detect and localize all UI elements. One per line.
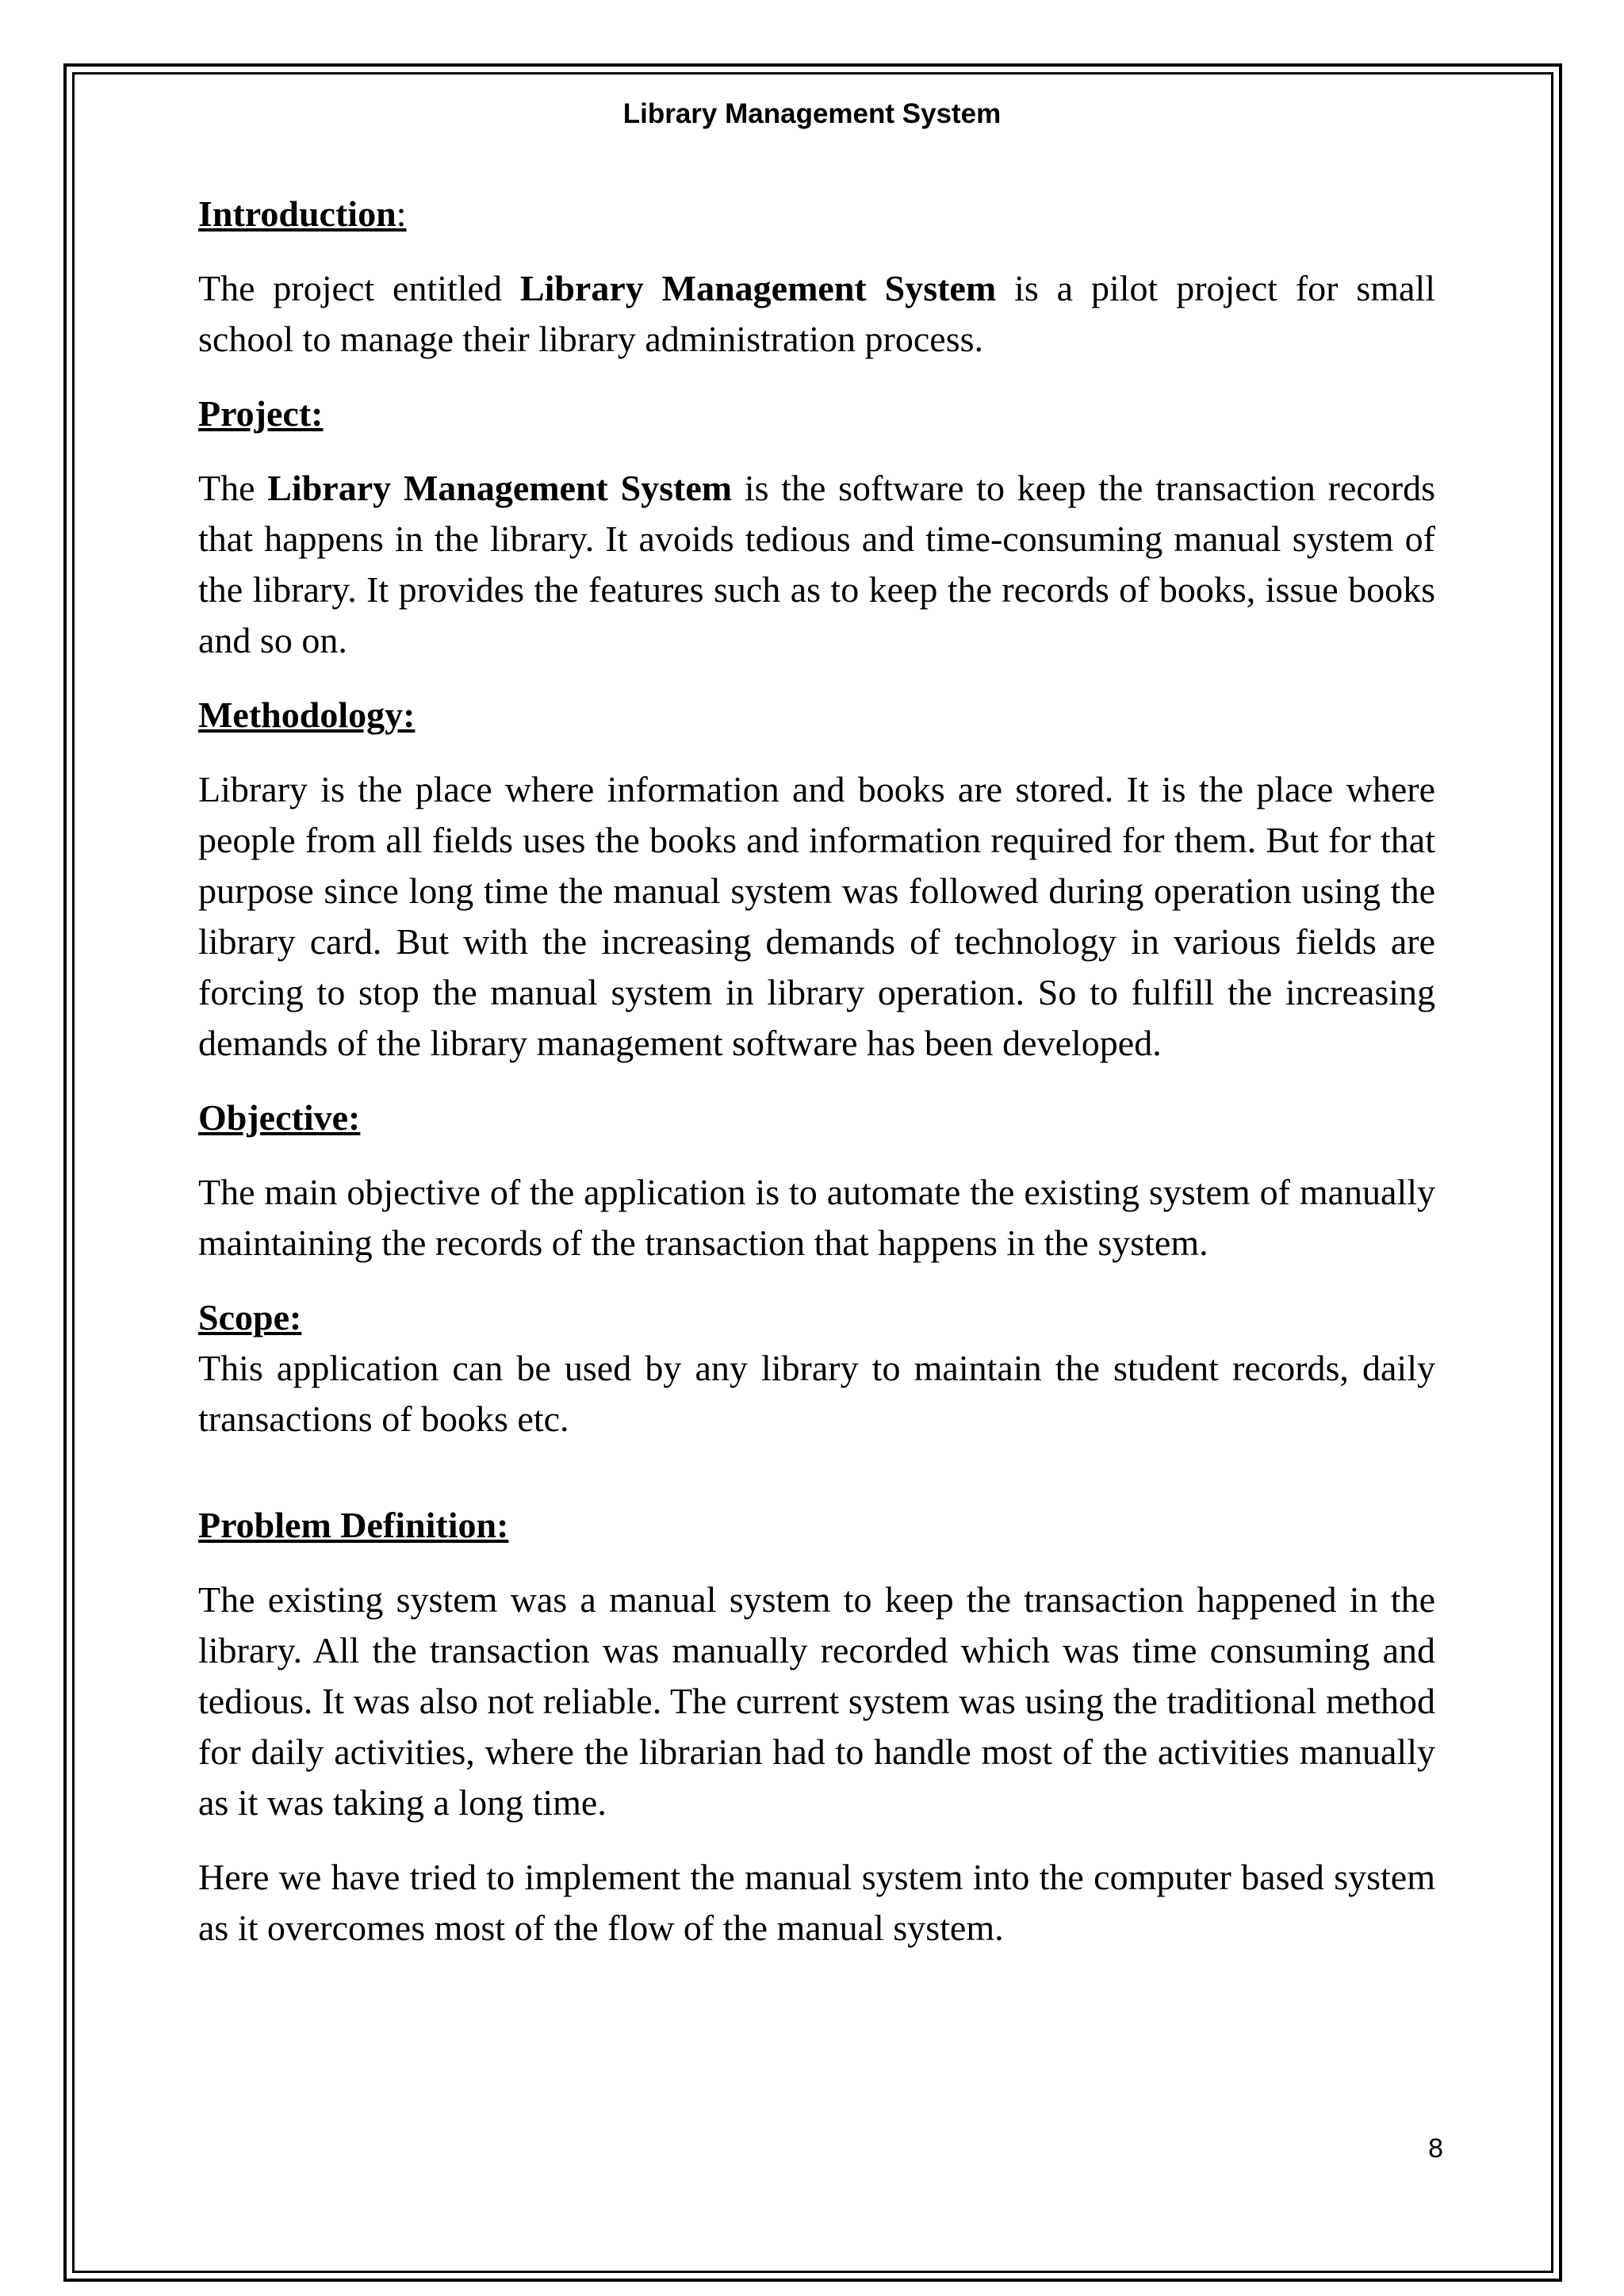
paragraph-scope: This application can be used by any library to maintain the student records, daily transactions of books etc. xyxy=(198,1348,1435,1439)
heading-objective: Objective: xyxy=(198,1097,361,1138)
paragraph-objective: The main objective of the application is to automate the existing system of manually maintaining the records of the transaction that happens in the system. xyxy=(198,1172,1435,1263)
heading-problem-definition: Problem Definition: xyxy=(198,1505,509,1545)
heading-project: Project: xyxy=(198,393,324,434)
page-number: 8 xyxy=(1428,2133,1443,2164)
section-project xyxy=(198,388,1435,666)
paragraph-introduction: The project entitled Library Management System is a pilot project for small school to manage their library administration process. xyxy=(198,268,1436,359)
section-objective xyxy=(198,1093,1435,1269)
paragraph-project: The Library Management System is the software to keep the transaction records that happens in the library. It avoids tedious and time-consuming manual system of the library. It provides the features such as to keep the records of books, issue books and so on. xyxy=(198,468,1436,660)
section-methodology xyxy=(198,690,1435,1069)
paragraph-problem-definition-1: The existing system was a manual system to keep the transaction happened in the library. All the transaction was manually recorded which was time consuming and tedious. It was also not reliable. The current system was using the traditional method for daily activities, where the librarian had to handle most of the activities manually as it was taking a long time. xyxy=(198,1579,1435,1823)
section-introduction xyxy=(198,189,1435,365)
section-scope xyxy=(198,1292,1435,1445)
section-problem-definition xyxy=(198,1500,1435,1954)
paragraph-problem-definition-2: Here we have tried to implement the manual system into the computer based system as it overcomes most of the flow of the manual system. xyxy=(198,1857,1435,1948)
paragraph-methodology: Library is the place where information and books are stored. It is the place where people from all fields uses the books and information required for them. But for that purpose since long time the manual system was followed during operation using the library card. But with the increasing demands of technology in various fields are forcing to stop the manual system in library operation. So to fulfill the increasing demands of the library management software has been developed. xyxy=(198,769,1435,1063)
heading-methodology: Methodology: xyxy=(198,695,416,735)
document-body xyxy=(198,189,1435,1954)
heading-introduction: Introduction: xyxy=(198,193,407,234)
heading-scope: Scope: xyxy=(198,1297,302,1337)
running-header: Library Management System xyxy=(622,98,1002,129)
